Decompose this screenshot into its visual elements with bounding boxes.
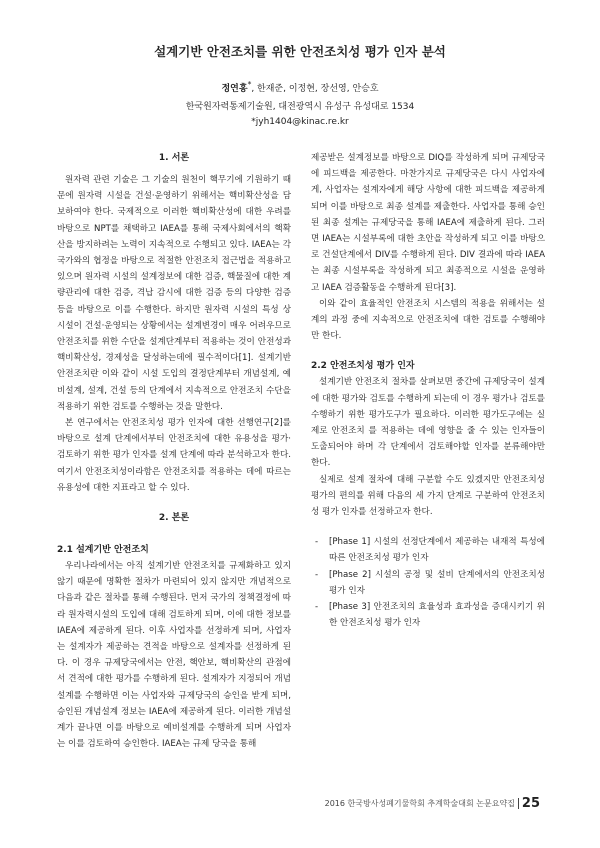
section-2-1-paragraph-2: 이와 같이 효율적인 안전조치 시스템의 적용을 위해서는 설계의 과정 중에 지속적으로 안전조치에 대한 검토를 수행해야만 한다. xyxy=(311,298,545,342)
author-list xyxy=(0,80,600,94)
intro-paragraph-2: 본 연구에서는 안전조치성 평가 인자에 대한 선행연구[2]를 바탕으로 설계 단계에서부터 안전조치에 대한 유용성을 평가·검토하기 위한 평가 인자를 설계 단계에 따라 분석하고자 한다. 여기서 안전조치성이라함은 안전조치를 적용하는 데에 따르는 유용성에 대한 지표라고 할 수 있다. xyxy=(57,418,291,493)
section-2-2-heading: 2.2 안전조치성 평가 인자 xyxy=(311,361,415,372)
phase-item-text: [Phase 1] 시설의 선정단계에서 제공하는 내재적 특성에 따른 안전조치성 평가 인자 xyxy=(329,537,545,564)
page-footer xyxy=(325,796,540,811)
phase-item: - [Phase 3] 안전조치의 효율성과 효과성을 증대시키기 위한 안전조치성 평가 인자 xyxy=(315,602,545,629)
paper-title: 설계기반 안전조치를 위한 안전조치성 평가 인자 분석 xyxy=(154,44,446,59)
left-column xyxy=(57,150,291,753)
footer-divider xyxy=(518,798,519,809)
phase-list xyxy=(311,534,545,631)
section-2-1-paragraph-1: 우리나라에서는 아직 설계기반 안전조치를 규제화하고 있지 않기 때문에 명확한 절차가 마련되어 있지 않지만 개념적으로 다음과 같은 절차를 통해 수행된다. 먼저 국가의 정책결정에 따라 원자력시설의 도입에 대해 검토하게 되며, 이에 대한 정보를 IAEA에 제공하게 된다. 이후 사업자를 선정하게 되며, 사업자는 설계자가 제공하는 견적을 바탕으로 설계자를 선정하게 된다. 이 경우 규제당국에서는 안전, 핵안보, 핵비확산의 관점에서 견적에 대한 평가를 수행하게 된다. 설계자가 지정되어 개념설계를 수행하면 이는 사업자와 규제당국의 승인을 받게 되며, 승인된 개념설계 정보는 IAEA에 제공하게 된다. 이러한 개념설계가 끝나면 이를 바탕으로 예비설계를 수행하게 되며 사업자는 이를 검토하여 승인한다. IAEA는 규제 당국을 통해 xyxy=(57,561,291,750)
phase-item: - [Phase 1] 시설의 선정단계에서 제공하는 내재적 특성에 따른 안전조치성 평가 인자 xyxy=(315,537,545,564)
phase-item-text: [Phase 2] 시설의 공정 및 설비 단계에서의 안전조치성 평가 인자 xyxy=(329,569,545,596)
body-heading: 2. 본론 xyxy=(158,513,190,524)
phase-item-text: [Phase 3] 안전조치의 효율성과 효과성을 증대시키기 위한 안전조치성 평가 인자 xyxy=(329,602,545,629)
corresponding-mark: * xyxy=(247,80,252,89)
section-2-1-heading: 2.1 설계기반 안전조치 xyxy=(57,545,149,556)
phase-item: - [Phase 2] 시설의 공정 및 설비 단계에서의 안전조치성 평가 인자 xyxy=(315,569,545,596)
intro-paragraph-1: 원자력 관련 기술은 그 기술의 원천이 핵무기에 기원하기 때문에 원자력 시설을 건설·운영하기 위해서는 핵비확산성을 담보하여야 한다. 국제적으로 이러한 핵비확산성에 대한 우려를 바탕으로 NPT를 채택하고 IAEA를 통해 국제사회에서의 핵확산을 방지하려는 노력이 지속적으로 수행되고 있다. IAEA는 각 국가와의 협정을 바탕으로 적절한 안전조치 접근법을 적용하고 있으며 원자력 시설의 설계정보에 대한 검증, 핵물질에 대한 계량관리에 대한 검증, 격납 감시에 대한 검증 등의 다양한 검증 등을 바탕으로 이를 수행한다. 하지만 원자력 시설의 특성 상 시설이 건설·운영되는 상황에서는 설계변경이 매우 어려우므로 안전조치를 위한 수단을 설계단계부터 적용하는 것이 안전성과 핵비확산성, 경제성을 달성하는데에 필수적이다[1]. 설계기반 안전조치란 이와 같이 시설 도입의 결정단계부터 개념설계, 예비설계, 설계, 건설 등의 단계에서 지속적으로 안전조치 수단을 적용하기 위한 검토를 수행하는 것을 말한다. xyxy=(57,175,291,412)
author-email: *jyh1404@kinac.re.kr xyxy=(251,117,349,127)
section-2-1-paragraph-1-continued: 제공받은 설계정보를 바탕으로 DIQ를 작성하게 되며 규제당국에 피드백을 제공한다. 마찬가지로 규제당국은 다시 사업자에게, 사업자는 설계자에게 해당 사항에 대한 피드백을 제공하게 되며 이를 바탕으로 최종 설계를 제출한다. 사업자를 통해 승인된 최종 설계는 규제당국을 통해 IAEA에 제출하게 된다. 그러면 IAEA는 시설부록에 대한 초안을 작성하게 되고 이를 바탕으로 건설단계에서 DIV를 수행하게 된다. DIV 결과에 따라 IAEA는 최종 시설부록을 작성하게 되고 최종적으로 시설을 운영하고 IAEA 검증활동을 수행하게 된다[3]. xyxy=(311,153,545,293)
proceedings-title: 2016 한국방사성폐기물학회 추계학술대회 논문요약집 xyxy=(324,799,515,808)
page-number: 25 xyxy=(521,796,540,811)
co-authors: , 한재준, 이정현, 장선영, 안승호 xyxy=(251,84,379,94)
intro-heading: 1. 서론 xyxy=(158,153,190,163)
right-column xyxy=(311,150,545,631)
affiliation: 한국원자력통제기술원, 대전광역시 유성구 유성대로 1534 xyxy=(185,102,415,112)
section-2-2-paragraph-2: 실제로 설계 절차에 대해 구분할 수도 있겠지만 안전조치성 평가의 편의를 위해 다음의 세 가지 단계로 구분하여 안전조치성 평가 인자를 선정하고자 한다. xyxy=(311,474,545,518)
section-2-2-paragraph-1: 설계기반 안전조치 절차를 살펴보면 중간에 규제당국이 설계에 대한 평가와 검토를 수행하게 되는데 이 경우 평가나 검토를 수행하기 위한 평가도구가 필요하다. 이러한 평가도구에는 실제로 안전조치 를 적용하는 데에 영향을 줄 수 있는 인자들이 도출되어야 하며 각 단계에서 검토해야할 인자를 분류해야만 한다. xyxy=(311,377,545,469)
first-author: 정연홍 xyxy=(221,84,248,94)
